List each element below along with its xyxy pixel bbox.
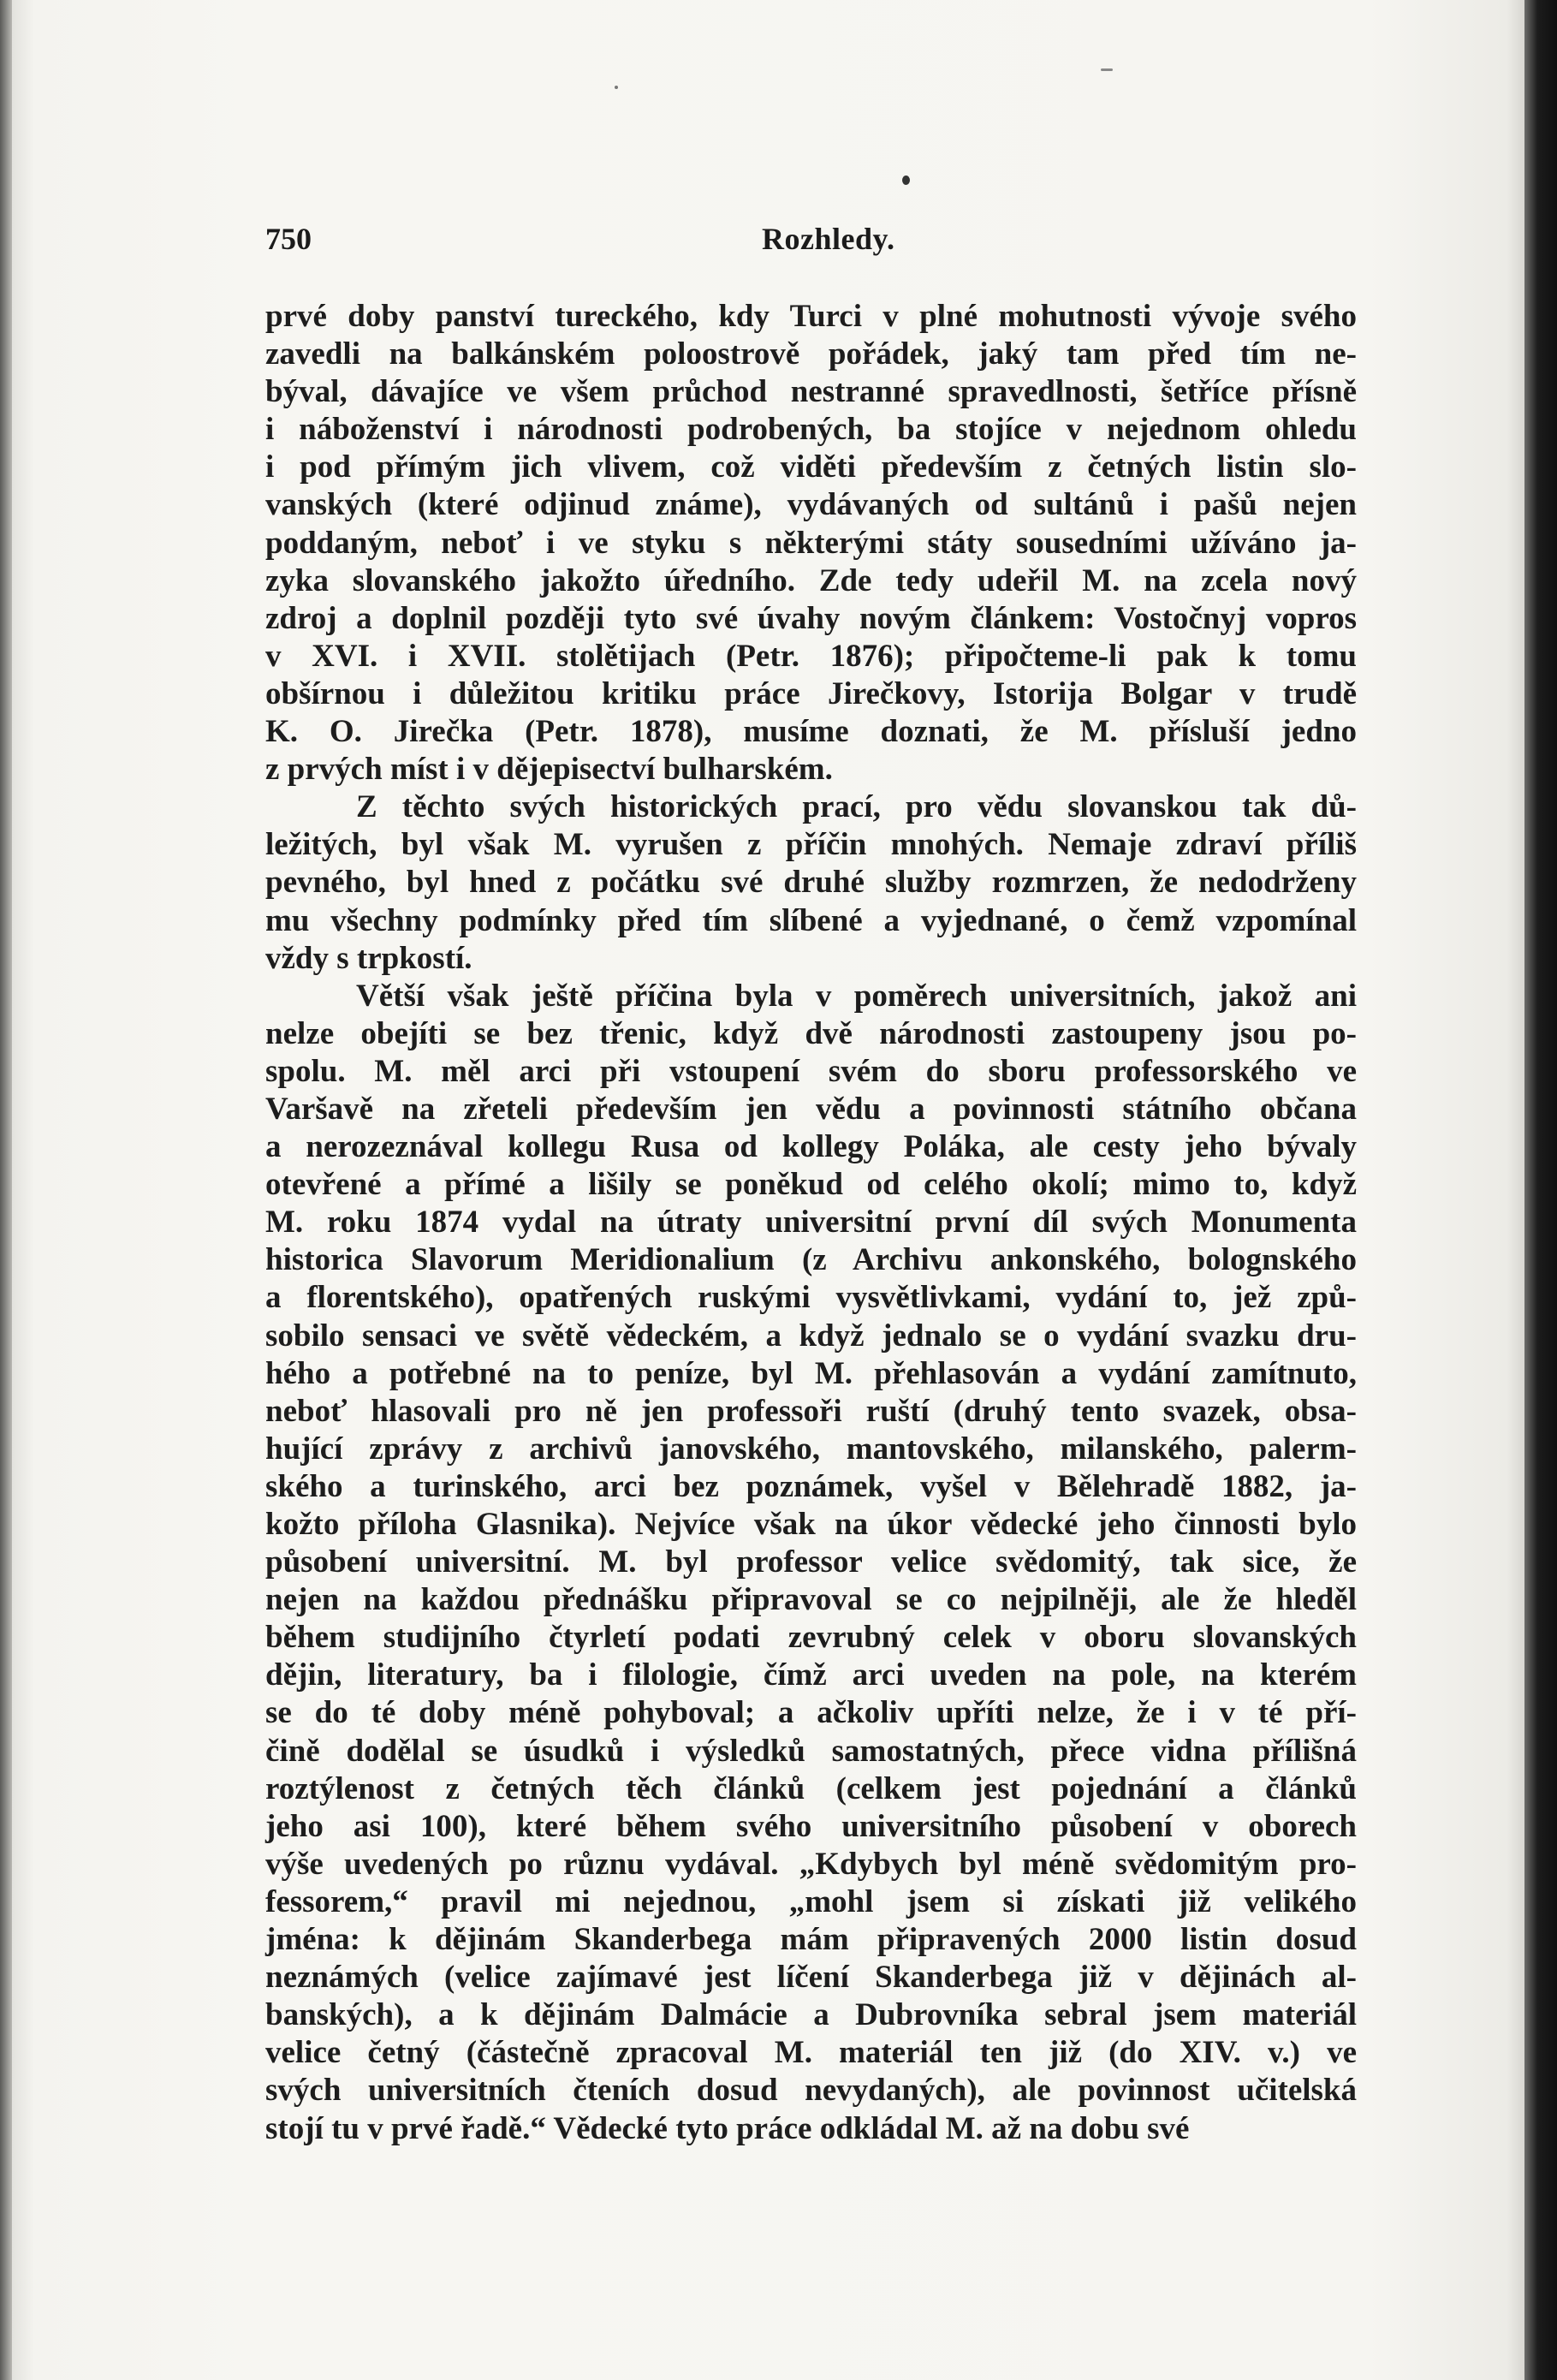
text-line: jeho asi 100), které během svého universitního působení v oborech [265,1808,1357,1844]
paragraph [265,978,1357,2148]
text-line: zdroj a doplnil později tyto své úvahy novým článkem: Vostočnyj vopros [265,600,1357,636]
text-line: býval, dávajíce ve všem průchod nestranné spravedlnosti, šetříce přísně [265,374,1357,410]
text-line: působení universitní. M. byl professor velice svědomitý, tak sice, že [265,1544,1357,1580]
text-line: nejen na každou přednášku připravoval se co nejpilněji, ale že hleděl [265,1582,1357,1618]
text-line: stojí tu v prvé řadě.“ Vědecké tyto práce odkládal M. až na dobu své [265,2110,1190,2146]
text-line: vždy s trpkostí. [265,940,472,976]
text-line: M. roku 1874 vydal na útraty universitní první díl svých Monumenta [265,1205,1357,1241]
dust-speck [1101,68,1113,71]
text-line: velice četný (částečně zpracoval M. materiál ten již (do XIV. v.) ve [265,2035,1357,2071]
text-line: prvé doby panství tureckého, kdy Turci v plné mohutnosti vývoje svého [265,299,1357,334]
paragraph [265,298,1357,788]
text-line: neznámých (velice zajímavé jest líčení Skanderbega již v dějinách al- [265,1960,1357,1996]
text-line: a florentského), opatřených ruskými vysvětlivkami, vydání to, jež způ- [265,1280,1357,1316]
text-line: výše uvedených po různu vydával. „Kdybych byl méně svědomitým pro- [265,1846,1357,1882]
text-line: zavedli na balkánském poloostrově pořádek, jaký tam před tím ne- [265,336,1357,372]
page-header [265,221,1395,264]
page-number: 750 [265,222,312,256]
text-line: mu všechny podmínky před tím slíbené a vyjednané, o čemž vzpomínal [265,902,1357,938]
text-line: K. O. Jirečka (Petr. 1878), musíme doznati, že M. přísluší jedno [265,714,1357,750]
text-line: a nerozeznával kollegu Rusa od kollegy Poláka, ale cesty jeho bývaly [265,1129,1357,1165]
text-line: zyka slovanského jakožto úředního. Zde tedy udeřil M. na zcela nový [265,562,1357,598]
text-line: v XVI. i XVII. stolětijach (Petr. 1876); připočteme-li pak k tomu [265,638,1357,674]
text-line: sobilo sensaci ve světě vědeckém, a když jednalo se o vydání svazku dru- [265,1318,1357,1354]
text-line: poddaným, neboť i ve styku s některými státy sousedními užíváno ja- [265,525,1357,561]
text-line: svých universitních čteních dosud nevydaných), ale povinnost učitelská [265,2073,1357,2109]
text-line: Varšavě na zřeteli především jen vědu a povinnosti státního občana [265,1091,1357,1127]
text-line: ležitých, byl však M. vyrušen z příčin mnohých. Nemaje zdraví příliš [265,827,1357,863]
text-line: Větší však ještě příčina byla v poměrech universitních, jakož ani [356,978,1357,1014]
text-line: z prvých míst i v dějepisectví bulharském. [265,752,833,788]
text-line: nelze obejíti se bez třenic, když dvě národnosti zastoupeny jsou po- [265,1015,1357,1051]
text-line: kožto příloha Glasnika). Nejvíce však na úkor vědecké jeho činnosti bylo [265,1507,1357,1542]
body-text [265,298,1357,2148]
text-line: banských), a k dějinám Dalmácie a Dubrovníka sebral jsem materiál [265,1997,1357,2033]
text-line: jména: k dějinám Skanderbega mám připravených 2000 listin dosud [265,1922,1357,1958]
dust-speck [615,86,618,89]
text-line: dějin, literatury, ba i filologie, čímž arci uveden na pole, na kterém [265,1657,1357,1693]
text-line: čině dodělal se úsudků i výsledků samostatných, přece vidna přílišná [265,1733,1357,1769]
text-line: ského a turinského, arci bez poznámek, vyšel v Bělehradě 1882, ja- [265,1468,1357,1504]
text-line: i pod přímým jich vlivem, což viděti především z četných listin slo- [265,449,1357,485]
text-line: i náboženství i národnosti podrobených, ba stojíce v nejednom ohledu [265,412,1357,448]
text-line: Z těchto svých historických prací, pro vědu slovanskou tak dů- [356,789,1357,825]
dust-speck [902,176,910,185]
text-line: pevného, byl hned z počátku své druhé služby rozmrzen, že nedodrženy [265,865,1357,901]
text-line: hého a potřebné na to peníze, byl M. přehlasován a vydání zamítnuto, [265,1355,1357,1391]
text-line: vanských (které odjinud známe), vydávaných od sultánů i pašů nejen [265,487,1357,523]
text-line: se do té doby méně pohyboval; a ačkoliv upříti nelze, že i v té pří- [265,1695,1357,1731]
text-line: otevřené a přímé a lišily se poněkud od celého okolí; mimo to, když [265,1167,1357,1203]
text-line: spolu. M. měl arci při vstoupení svém do sboru professorského ve [265,1053,1357,1089]
text-line: obšírnou i důležitou kritiku práce Jirečkovy, Istorija Bolgar v trudě [265,675,1357,711]
text-line: historica Slavorum Meridionalium (z Archivu ankonského, bolognského [265,1242,1357,1278]
text-line: hující zprávy z archivů janovského, mantovského, milanského, palerm- [265,1431,1357,1467]
text-line: fessorem,“ pravil mi nejednou, „mohl jsem si získati již velikého [265,1883,1357,1919]
text-line: roztýlenost z četných těch článků (celkem jest pojednání a článků [265,1770,1357,1806]
text-line: neboť hlasovali pro ně jen professoři ruští (druhý tento svazek, obsa- [265,1393,1357,1429]
page-right-edge [1524,0,1557,2380]
running-head: Rozhledy. [762,222,895,256]
text-line: během studijního čtyrletí podati zevrubný celek v oboru slovanských [265,1620,1357,1656]
paragraph [265,788,1357,977]
page-left-shadow [0,0,12,2380]
